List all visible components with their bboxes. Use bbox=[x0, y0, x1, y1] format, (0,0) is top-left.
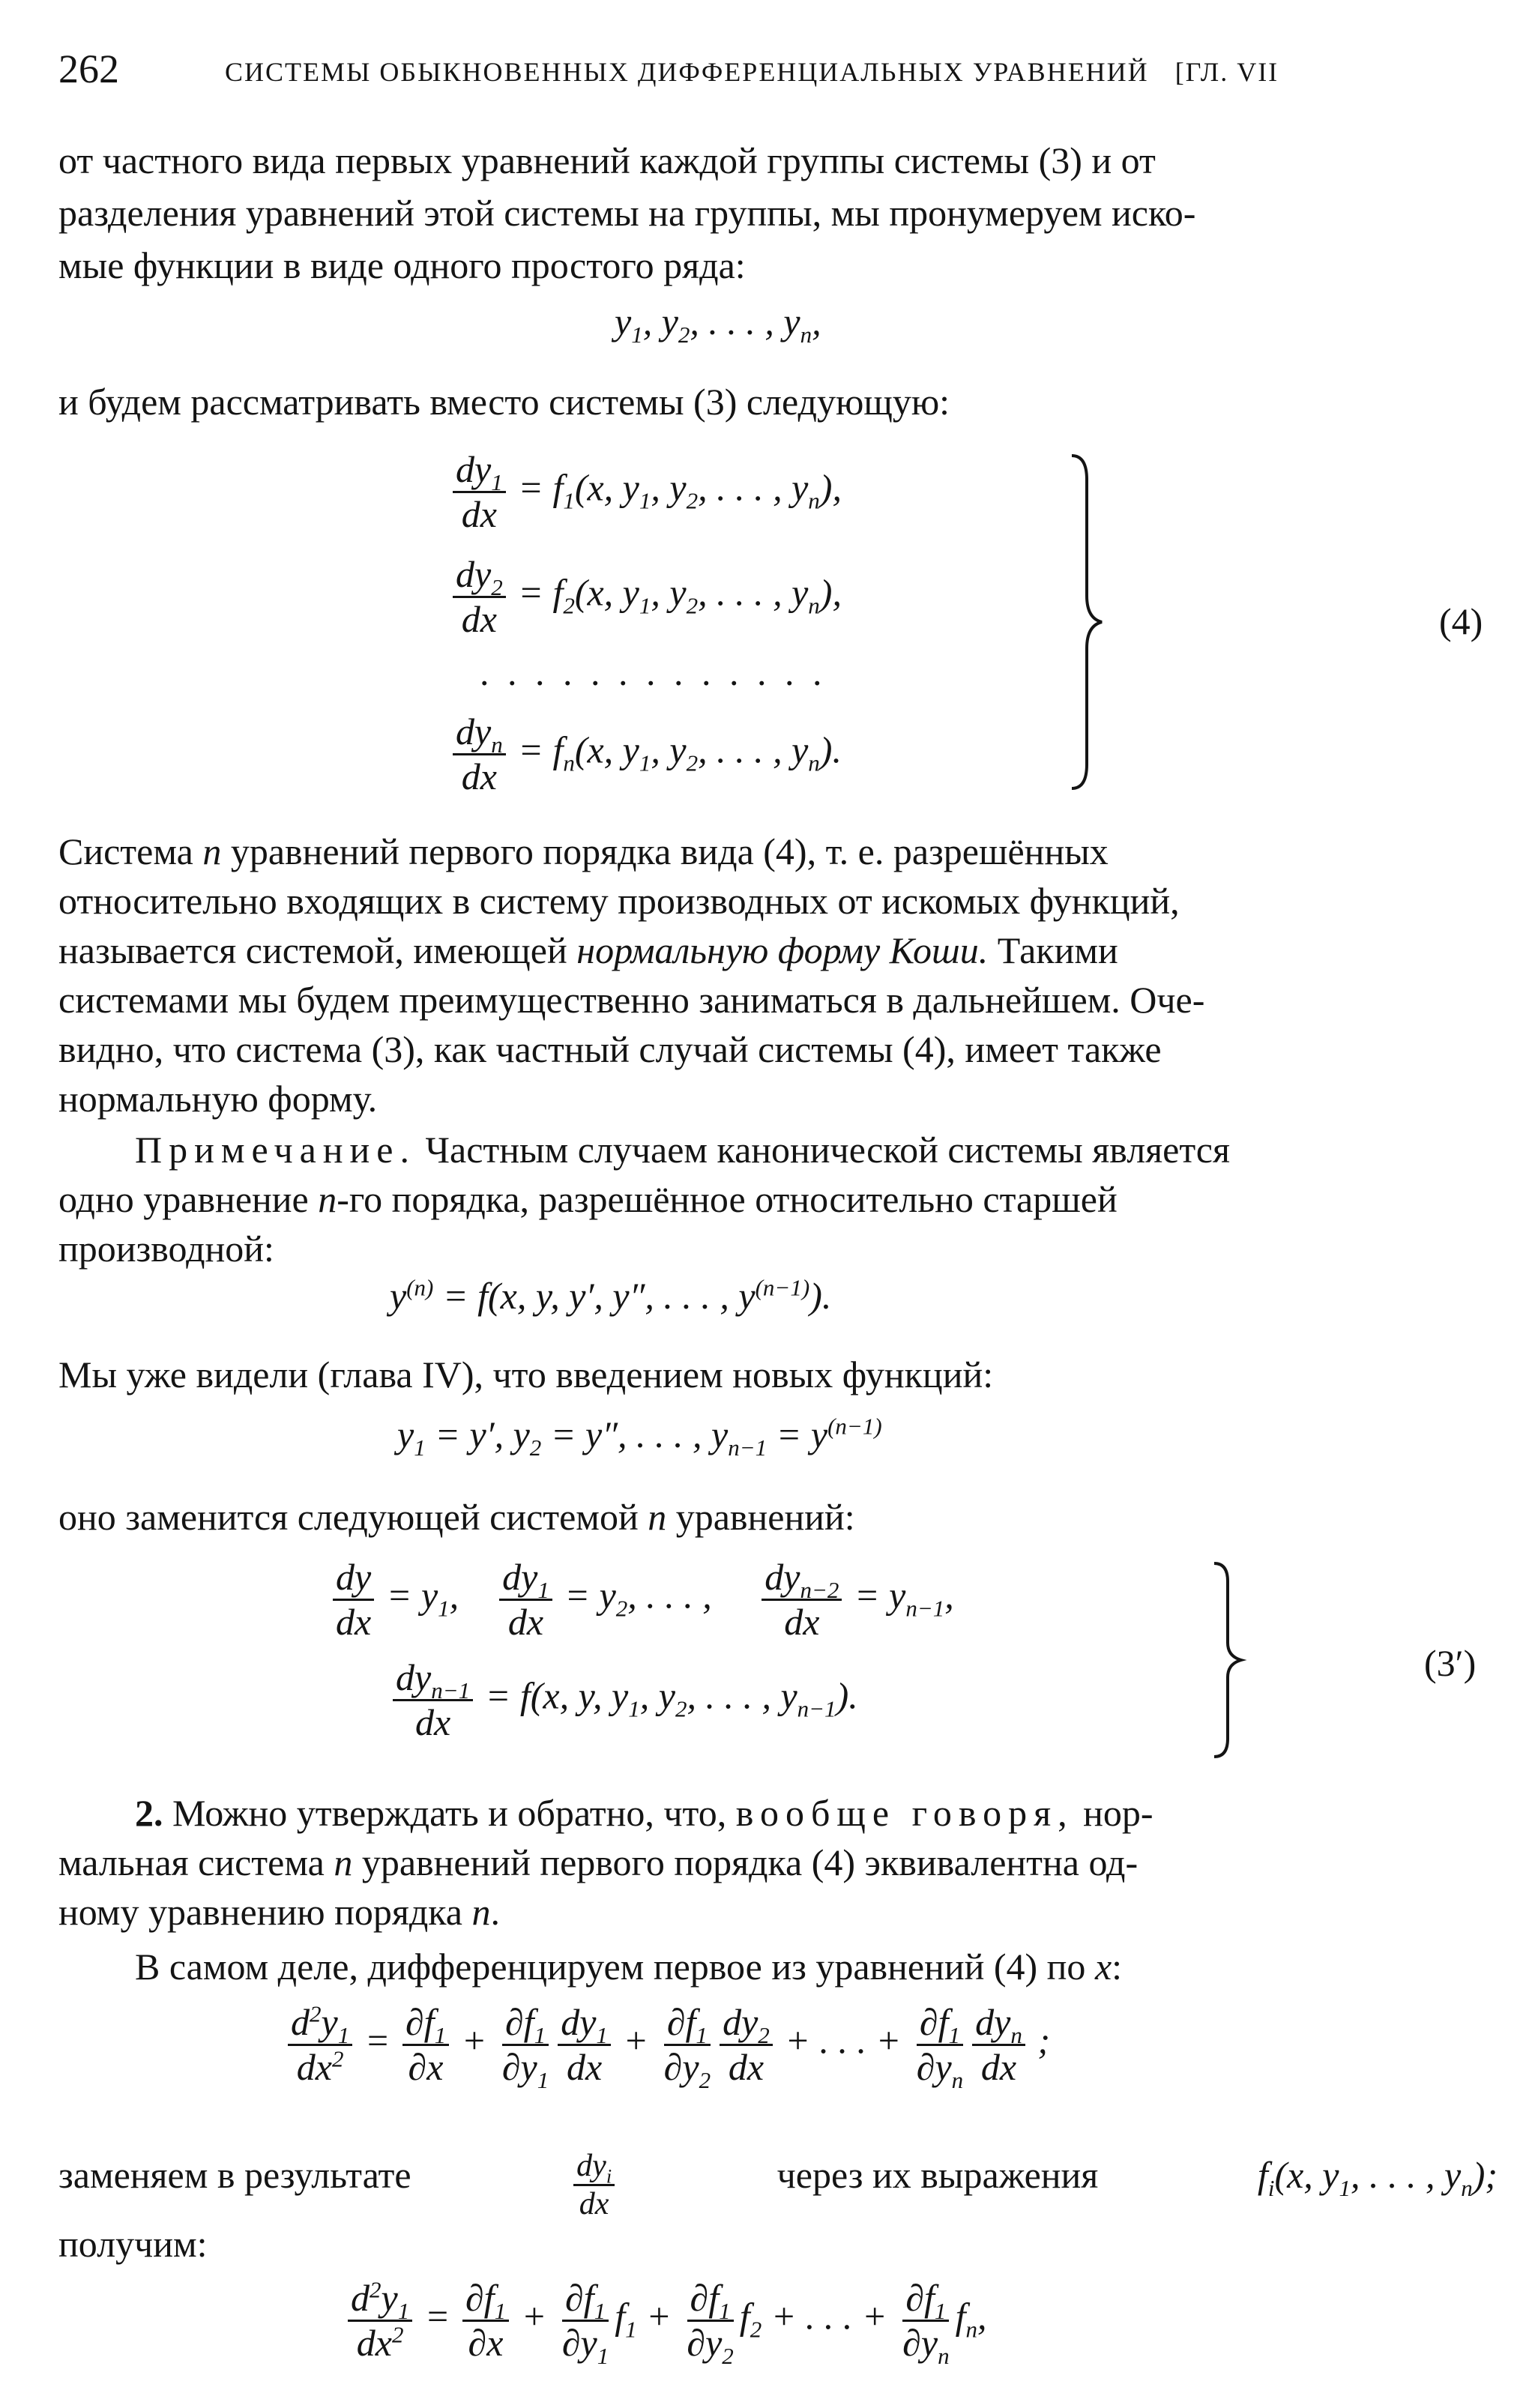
text-line bbox=[58, 1223, 1498, 1274]
equation-sequence: $y_1$, $y_2$, . . . , $y_n$, bbox=[615, 301, 821, 348]
equation-4-row-n: $\frac{dy_n}{dx}$ = $f_n(x$, $y_1$, $y_2$, . . . , $y_n$). bbox=[450, 712, 842, 796]
equation-3p-row-2: $\frac{dy_{n-1}}{dx}$ = f(x, y, $y_1$, $y_2$, . . . , $y_{n-1}$). bbox=[390, 1658, 858, 1742]
text-run: уравнений: bbox=[675, 1496, 855, 1538]
symbol-n: n bbox=[318, 1178, 337, 1220]
fraction: $\frac{\partial f_1}{\partial y_1}$ bbox=[501, 2001, 549, 2093]
dots: . . . . . . . . . . . . . bbox=[480, 651, 827, 693]
text-run: получим: bbox=[58, 2223, 208, 2265]
text-line bbox=[135, 1124, 1499, 1175]
fraction: $\frac{\partial f_1}{\partial x}$ bbox=[402, 2003, 449, 2086]
fraction: $\frac{dy_n}{dx}$ bbox=[972, 2003, 1025, 2086]
text-run: 2. Можно утверждать и обратно, что, вообще говоря, нор- bbox=[135, 1792, 1153, 1834]
page-number: 262 bbox=[58, 46, 119, 91]
equation-substitution: $y_1 = y'$, $y_2 = y''$, . . . , $y_{n-1} = y^{(n-1)}$ bbox=[397, 1413, 882, 1461]
text-run: называется системой, имеющей нормальную форму Коши. Такими bbox=[58, 929, 1118, 971]
chapter-ref: [ГЛ. VII bbox=[1174, 57, 1279, 87]
running-title-row bbox=[225, 46, 1499, 97]
fraction: $\frac{dy_{n-1}}{dx}$ bbox=[393, 1658, 473, 1742]
fraction: $\frac{dy_1}{dx}$ bbox=[499, 1557, 552, 1641]
text-line bbox=[58, 1349, 1498, 1400]
text-run: Система n уравнений первого порядка вида (4), т. е. разрешённых bbox=[58, 830, 1109, 872]
text-line bbox=[58, 376, 1498, 427]
right-brace-4 bbox=[1064, 450, 1109, 794]
text-line bbox=[58, 240, 1498, 291]
note-label: Примечание. bbox=[135, 1129, 417, 1171]
symbol-x: x bbox=[1094, 1946, 1112, 1988]
equation-4-dots bbox=[480, 651, 827, 694]
symbol-n: n bbox=[648, 1496, 667, 1538]
fraction: $\frac{\partial f_1}{\partial y_n}$ bbox=[902, 2277, 950, 2369]
fraction: $\frac{\partial f_1}{\partial y_1}$ bbox=[561, 2277, 609, 2369]
running-title: СИСТЕМЫ ОБЫКНОВЕННЫХ ДИФФЕРЕНЦИАЛЬНЫХ УРАВНЕНИЙ bbox=[225, 57, 1149, 87]
text-line bbox=[58, 925, 1498, 976]
text-line bbox=[58, 826, 1498, 877]
text-line bbox=[58, 875, 1498, 926]
text-run: одно уравнение bbox=[58, 1178, 309, 1220]
fraction: $\frac{dy}{dx}$ bbox=[333, 1557, 374, 1641]
text-run: мые функции в виде одного простого ряда: bbox=[58, 244, 746, 286]
text-run: В самом деле, дифференцируем первое из уравнений (4) по bbox=[135, 1946, 1086, 1988]
equation-second-derivative: $\frac{d^2y_1}{dx^2}$ = $\frac{\partial f_1}{\partial x}$ + $\frac{\partial f_1}{\partial y_1}$ $\frac{dy_1}{dx}$ + $\frac{\partial f_1}{\partial y_2}$ $\frac{dy_2}{dx}$ + . . . + $\frac{\partial f_1}{\partial y_n}$ $\frac{dy_n}{dx}$ ; bbox=[285, 2003, 1050, 2086]
text-line bbox=[58, 974, 1498, 1025]
equation-substituted: $\frac{d^2y_1}{dx^2}$ = $\frac{\partial f_1}{\partial x}$ + $\frac{\partial f_1}{\partial y_1}$ $f_1$ + $\frac{\partial f_1}{\partial y_2}$ $f_2$ + . . . + $\frac{\partial f_1}{\partial y_n}$ $f_n$, bbox=[345, 2278, 986, 2362]
text-line bbox=[58, 2149, 1498, 2221]
text-run: через их выражения bbox=[776, 2154, 1099, 2196]
text-run: видно, что система (3), как частный случай системы (4), имеет также bbox=[58, 1028, 1162, 1070]
text-line bbox=[58, 1174, 1498, 1225]
text-line bbox=[58, 135, 1498, 186]
text-run: и будем рассматривать вместо системы (3) следующую: bbox=[58, 381, 950, 423]
text-line bbox=[58, 1073, 1498, 1124]
right-brace-3p bbox=[1207, 1559, 1252, 1761]
fraction: $\frac{dy_i}{dx}$ bbox=[573, 2149, 615, 2221]
text-run: оно заменится следующей системой bbox=[58, 1496, 639, 1538]
equation-nth-order: $y^{(n)} = f(x$, y, y′, y″, . . . , $y^{(n-1)}$). bbox=[390, 1274, 832, 1317]
text-run: производной: bbox=[58, 1228, 274, 1270]
fraction: $\frac{\partial f_1}{\partial y_n}$ bbox=[916, 2001, 964, 2093]
text-run: Мы уже видели (глава IV), что введением новых функций: bbox=[58, 1354, 994, 1395]
fraction: $\frac{d^2y_1}{dx^2}$ bbox=[348, 2278, 412, 2362]
symbol-n: n bbox=[471, 1891, 491, 1933]
text-line bbox=[58, 1024, 1498, 1075]
text-line bbox=[58, 1837, 1498, 1888]
text-line bbox=[135, 1787, 1499, 1838]
text-run: от частного вида первых уравнений каждой группы системы (3) и от bbox=[58, 139, 1156, 181]
fraction: $\frac{dy_{n-2}}{dx}$ bbox=[762, 1557, 842, 1641]
inline-expression: $f_i(x$, $y_1$, . . . , $y_n$); bbox=[1257, 2154, 1498, 2201]
text-run: нормальную форму. bbox=[58, 1078, 378, 1120]
text-run: ному уравнению порядка bbox=[58, 1891, 462, 1933]
text-line bbox=[58, 1491, 1498, 1542]
equation-number-4: (4) bbox=[1439, 600, 1483, 642]
equation-4-row-1: $\frac{dy_1}{dx}$ = $f_1(x$, $y_1$, $y_2$, . . . , $y_n$), bbox=[450, 450, 842, 534]
fraction: $\frac{\partial f_1}{\partial y_2}$ bbox=[687, 2277, 734, 2369]
fraction: $\frac{\partial f_1}{\partial y_2}$ bbox=[663, 2001, 711, 2093]
text-run: относительно входящих в систему производных от искомых функций, bbox=[58, 880, 1180, 922]
fraction: $\frac{dy_2}{dx}$ bbox=[453, 555, 506, 639]
fraction: $\frac{dy_n}{dx}$ bbox=[453, 712, 506, 796]
text-run: -го порядка, разрешённое относительно старшей bbox=[337, 1178, 1118, 1220]
text-run: заменяем в результате bbox=[58, 2154, 411, 2196]
fraction: $\frac{\partial f_1}{\partial x}$ bbox=[462, 2278, 509, 2362]
equation-3p-row-1: $\frac{dy}{dx}$ = $y_1$, $\frac{dy_1}{dx}$ = $y_2$, . . . , $\frac{dy_{n-2}}{dx}$ = $y_{n-1}$, bbox=[330, 1557, 954, 1641]
fraction: $\frac{dy_2}{dx}$ bbox=[720, 2003, 773, 2086]
fraction: $\frac{d^2y_1}{dx^2}$ bbox=[288, 2003, 352, 2086]
equation-4-row-2: $\frac{dy_2}{dx}$ = $f_2(x$, $y_1$, $y_2$, . . . , $y_n$), bbox=[450, 555, 842, 639]
fraction: $\frac{dy_1}{dx}$ bbox=[453, 450, 506, 534]
equation-number-3-prime: (3′) bbox=[1424, 1642, 1477, 1684]
section-number: 2. bbox=[135, 1792, 163, 1834]
text-run: мальная система n уравнений первого порядка (4) эквивалентна од- bbox=[58, 1841, 1139, 1883]
text-line: ному уравнению порядка n. bbox=[58, 1891, 500, 1933]
text-line bbox=[58, 187, 1498, 238]
text-line: В самом деле, дифференцируем первое из уравнений (4) по x: bbox=[135, 1946, 1123, 1988]
text-run: системами мы будем преимущественно заниматься в дальнейшем. Оче- bbox=[58, 979, 1205, 1021]
term-normal-form: нормальную форму Коши. bbox=[576, 929, 989, 971]
text-line bbox=[58, 2218, 1498, 2269]
text-run: Частным случаем канонической системы является bbox=[425, 1129, 1231, 1171]
spaced-emphasis: вообще говоря, bbox=[735, 1792, 1074, 1834]
text-run: разделения уравнений этой системы на группы, мы пронумеруем иско- bbox=[58, 192, 1196, 234]
fraction: $\frac{dy_1}{dx}$ bbox=[558, 2003, 611, 2086]
